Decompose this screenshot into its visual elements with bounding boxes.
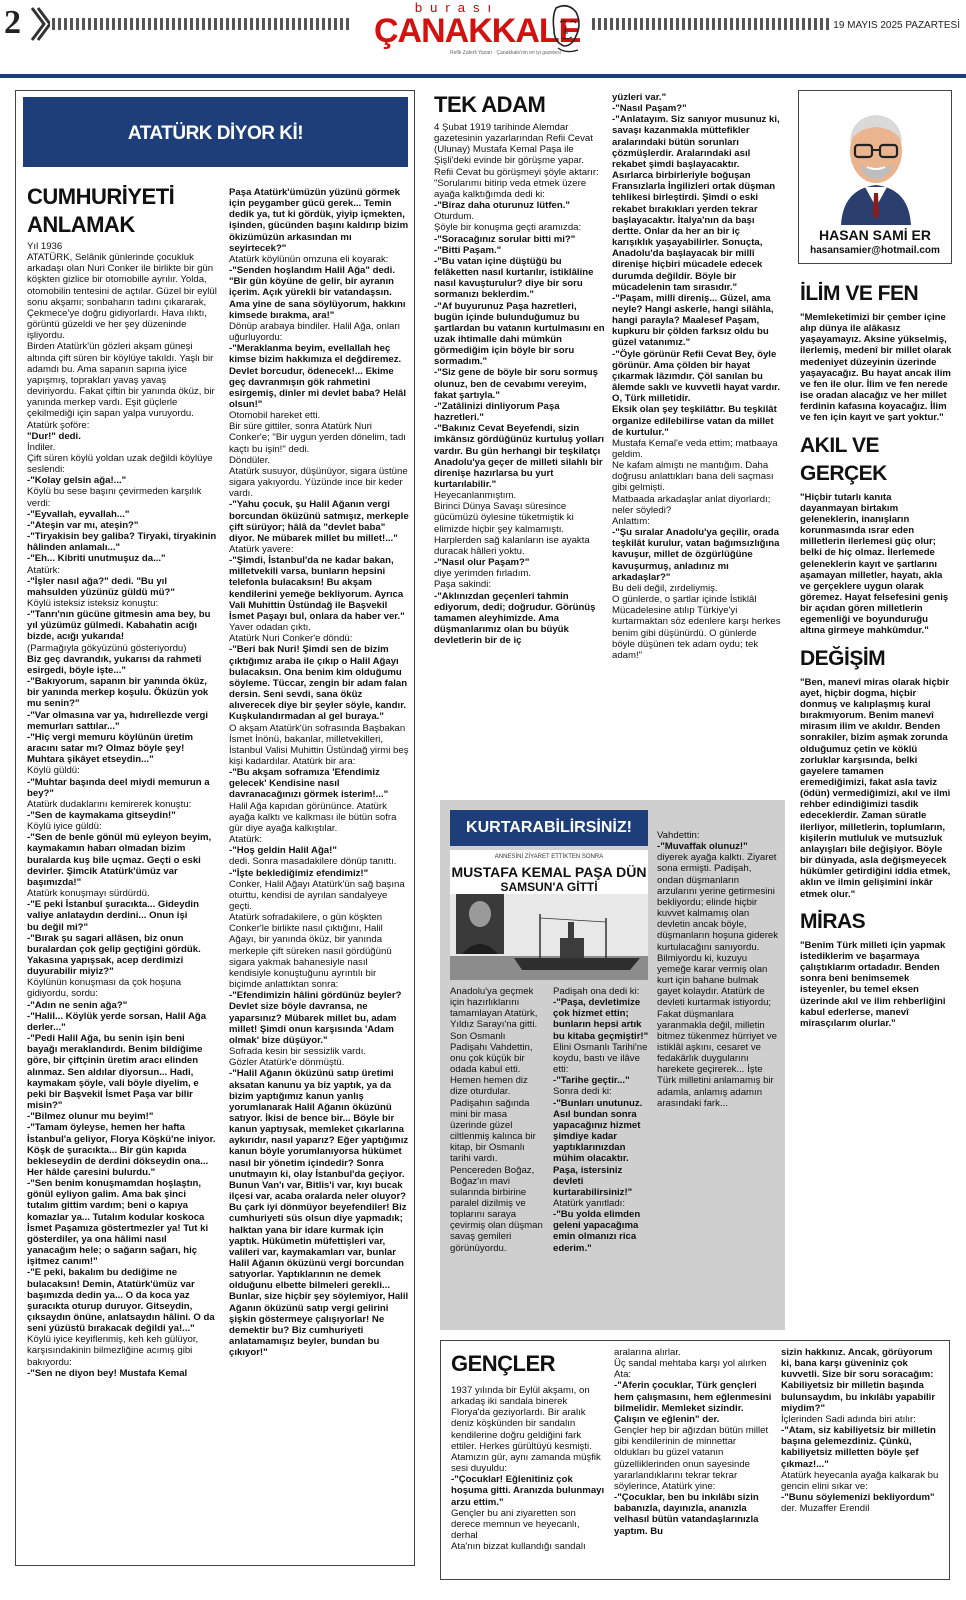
quote-heading: MİRAS — [800, 909, 866, 933]
paragraph: Şöyle bir konuşma geçti aramızda: — [434, 222, 582, 234]
logo-main-text: ÇANAKKALE — [374, 12, 581, 50]
paragraph: diyerek ayağa kalktı. Ziyaret sona ermişti. Padişah, ondan düşmanların arzularını yerine getirmesini bekliyordu; elinde hiçbir kuvvet kalmamış olan devletin ancak böyle, düşmanların hoşuna giderek kurtulacağını sanıyordu. Bilmiyordu ki, kuzuyu yemeğe karar vermiş olan kurt için bahane bulmak gayet kolaydır. Atatürk de devleti kurtarmak istiyordu; Fakat düşmanlara yaranmakla değil, milletin bitmez tükenmez hürriyet ve istiklâl aşkını, cesaret ve fedakârlık duygularını harekete geçirerek... İşte Türk milletini anlamamış bir adamla, anlamış adamın arasındaki fark... — [657, 852, 779, 1109]
paragraph: Atatürk yavere: — [229, 544, 294, 555]
section-banner — [23, 97, 408, 167]
chevron-right-icon — [30, 6, 50, 42]
paragraph: -"Çocuklar, ben bu inkılâbı sizin babanızla, dayınızla, ananızla velhasıl bütün vatandaşlarınızla yaptım. Bu — [614, 1492, 759, 1537]
clipping-caption-line: SAMSUN'A GİTTİ — [450, 880, 648, 894]
article-body-column — [434, 122, 606, 646]
paragraph: -"Sen de benle gönül mü eyleyon beyim, kaymakamın habarı olmadan bizim buralarda kuş bile uçmaz. Geçti o eski devirler. Şimcik Atatürk'ümüz var başımızda!" — [27, 832, 212, 888]
clipping-caption-line: MUSTAFA KEMAL PAŞA DÜN — [451, 864, 647, 880]
paragraph: Paşa sakindi: — [434, 579, 492, 591]
paragraph: -"Tiryakisin bey galiba? Tiryaki, tiryakinin hâlinden anlamalı..." — [27, 531, 217, 554]
quote-body: "Hiçbir tutarlı kanıta dayanmayan birtakım geleneklerin, inanışların korunmasında ısrar eden milletlerin ilerlemesi güç olur; belki de hiç olmaz. İlerlemede geleneklerin kayıt ve şartlarını aşamayan milletler, hayatı, akla ve gerçeklere uygun olarak göremez. Hayat felsefesini geniş bir açıdan gören milletlerin egemenliği ve boyunduruğu altına girmeye mahkûmdur." — [800, 491, 949, 637]
quote-body: "Memleketimizi bir çember içine alıp dünya ile alâkasız yaşayamayız. Aksine yükselmiş, ilerlemiş, medenî bir millet olarak medeniyet düzeyinin üzerinde yaşayacağız. Bu hayat ancak ilim ve fen ile olur. İlim ve fen nerede ise oradan alacağız ve her millet ferdinin kafasına koyacağız. İlim ve fen için kayıt ve şart yoktur." — [800, 312, 952, 424]
paragraph: -"Beri bak Nuri! Şimdi sen de bizim çıktığımız araba ile çıkıp o Halil Ağayı bulacaksın. Ona benim kim olduğumu söyleme. Tüccar, zengin bir adam falan dersin. Seni sevdi, sana öküz alıverecek diye bir şeyler söyle, kandır. Kuşkulandırmadan al gel buraya." — [229, 644, 408, 723]
quotes-column — [800, 280, 952, 1029]
paragraph: Bir süre gittiler, sonra Atatürk Nuri Conker'e; "Bir uygun yerden dönelim, tadı kaçtı bu işin!" dedi. — [229, 421, 406, 455]
section-banner-title: KURTARABİLİRSİNİZ! — [466, 819, 632, 836]
paragraph: -"Senden hoşlandım Halil Ağa" dedi. "Bir gün köyüne de gelir, bir ayranın içerim. Açık yürekli bir vatandaşsın. Ama yine de sana söylüyorum, hakkını kimsede bırakma, ara!" — [229, 265, 406, 321]
paragraph: -"Bilmez olunur mu beyim!" — [27, 1111, 154, 1123]
paragraph: -"Yahu çocuk, şu Halil Ağanın vergi borcundan öküzünü satmışız, merkeple çift sürüyor; hâlâ da "devlet baba" diyor. Ne mübarek millet bu millet!..." — [229, 499, 409, 544]
author-avatar — [821, 97, 931, 225]
paragraph: -"Nasıl olur Paşam?" — [434, 557, 530, 569]
paragraph: Atatürk sofradakilere, o gün köşkten Conker'le birlikte nasıl çıktığını, Halil Ağayı, bir yanında öküz, bir yanında merkeple çift süreken nasıl gördüğünü sigara yakmak bahanesiyle nasıl kendisiyle konuştuğunu ayrıntılı bir biçimde anlattıktan sonra: — [229, 912, 392, 991]
paragraph: -"Tanrı'nın gücüne gitmesin ama bey, bu yıl yüzümüz gülmedi. Kabahatin acığı bizde, acığı yukarıda! — [27, 609, 211, 643]
paragraph: -"İşler nasıl ağa?" dedi. "Bu yıl mahsulden yüzünüz güldü mü?" — [27, 575, 175, 598]
quote-heading: İLİM VE FEN — [800, 282, 919, 305]
paragraph: -"Tamam öyleyse, hemen her hafta İstanbul'a geliyor, Florya Köşkü'ne iniyor. Köşk de şuracıkta... Bir gün kapıda bekleseydin de derdini dökseydin ona... Her hâlde çaresini bulurdu." — [27, 1122, 216, 1178]
section-banner-title: ATATÜRK DİYOR Kİ! — [127, 123, 304, 144]
paragraph: Ağanın öküzünü satıp vergi gelirini şişkin göstermeye çalışıyorlar! Ne demektir bu? Biz cumhuriyeti anlatamamışız beyler, bundan bu çıkıyor!" — [229, 1302, 389, 1359]
paragraph: -"Meraklanma beyim, evellallah heç kimse bizim hakkımıza el değdiremez. Devlet borcudur, ödenecek!... Ekime geç davranmışın gök rahmetini esirgemiş, dinler mi devlet baba? Helâl olsun!" — [229, 343, 407, 410]
paragraph: -"Aklınızdan geçenleri tahmin ediyorum, dedi; doğrudur. Görünüş tamamen aleyhimizde. Ama düşmanlarımız olan bu büyük devletlerin bir de iç — [434, 590, 596, 647]
paragraph: (Parmağıyla gökyüzünü gösteriyordu) — [27, 642, 187, 654]
paragraph: Atatürk yanıtladı: — [553, 1197, 625, 1209]
paragraph: Köylü güldü: — [27, 765, 80, 777]
paragraph: Matbaada arkadaşlar anlat diyorlardı; neler söyledi? — [612, 493, 771, 516]
paragraph: -"E peki İstanbul şuracıkta... Gideydin valiye anlataydın derdini... Onun işi — [27, 899, 199, 922]
article-body-column — [553, 986, 651, 1254]
paragraph: Bu deli değil, zırdeliymiş. — [612, 582, 718, 594]
paragraph: -"Muvaffak olunuz!" — [657, 841, 748, 853]
paragraph: bu değil mi?" — [27, 921, 89, 933]
paragraph: Dönüp arabaya bindiler. Halil Ağa, onları uğurluyordu: — [229, 320, 401, 344]
paragraph: -"Bakıyorum, sapanın bir yanında öküz, bir yanında merkep koşulu. Öküzün yok mu senin?" — [27, 676, 209, 710]
paragraph: Yıl 1936 — [27, 241, 63, 252]
paragraph: Köylü iyice güldü: — [27, 821, 102, 833]
paragraph: Atatürk susuyor, düşünüyor, sigara üstüne sigara yakıyordu. Yüzünde ince bir keder vardı. — [229, 465, 408, 500]
paragraph: Anlattım: — [612, 515, 650, 527]
paragraph: -"Bu yolda elimden geleni yapacağıma emin olmanızı rica ederim." — [553, 1209, 641, 1254]
article-title — [27, 183, 174, 239]
paragraph: Köylü bu sese başını çevirmeden karşılık verdi: — [27, 486, 202, 509]
paragraph: -"Bu vatan içine düştüğü bu felâketten nasıl kurtarılır, istiklâline nasıl kavuşturulur? diye bir soru sormanızı beklerdim." — [434, 255, 594, 301]
header-stripes-right — [592, 18, 832, 30]
paragraph: -"Şu sıralar Anadolu'ya geçilir, orada teşkilât kurulur, vatan bağımsızlığına kavuşur, millet de özgürlüğüne kavuşurmuş, anladınız mı arkadaşlar?" — [612, 527, 780, 583]
paragraph: -"Adın ne senin ağa?" — [27, 999, 128, 1011]
page-header — [0, 0, 966, 78]
paragraph: -"Çocuklar! Eğlenitiniz çok hoşuma gitti. Aranızda bulunmayı arzu ettim." — [451, 1474, 605, 1508]
author-email: hasansamier@hotmail.com — [810, 245, 940, 256]
paragraph: -"Halil... Köylük yerde sorsan, Halil Ağa derler..." — [27, 1010, 207, 1033]
clipping-caption-small: ANNESİNİ ZİYARET ETTİKTEN SONRA — [494, 854, 604, 860]
clipping-photo — [450, 884, 648, 980]
paragraph: -"Eyvallah, eyvallah..." — [27, 508, 130, 520]
paragraph: Halil Ağa kapıdan görününce. Atatürk ayağa kalktı ve kalkması ile bütün sofra gür diye ayağa kalkıştılar. — [229, 800, 397, 834]
quote-body: "Ben, manevî miras olarak hiçbir ayet, hiçbir dogma, hiçbir donmuş ve kalıplaşmış kural bırakmıyorum. Benim manevî mirasım ilim ve akıldır. Benden sonrakiler, bizim aşmak zorunda olduğumuz çetin ve köklü zorluklar karşısında, belki gayelere tamamen eremediğimizi, fakat asla taviz (ödün) vermediğimizi, akıl ve ilmi rehber edindiğimizi tasdik edeceklerdir. Zaman süratle ilerliyor, milletlerin, toplumların, kişilerin mutluluk ve mutsuzluk anlayışları bile değişiyor. Böyle bir dünyada, asla değişmeyecek hükümler getirdiğini iddia etmek, aklın ve ilmin gelişimini inkâr etmek olur." — [800, 676, 951, 900]
paragraph: -"Bunu söylemenizi bekliyordum" — [781, 1492, 935, 1504]
paragraph: -"Bakınız Cevat Beyefendi, sizin imkânsız gördüğünüz kurtuluş yolları vardır. Bu gün herhangi bir teşkilatçı Anadolu'ya geçer de milleti silahlı bir direnişe hazırlarsa bu yurt kurtarılabilir." — [434, 423, 605, 490]
paragraph: aralarına alırlar. — [614, 1347, 681, 1358]
article-body-column — [612, 92, 782, 661]
paragraph: Refii Cevat bu görüşmeyi şöyle aktarır: — [434, 166, 599, 178]
paragraph: -"Soracağınız sorular bitti mi?" — [434, 233, 576, 245]
newspaper-logo — [370, 0, 590, 60]
paragraph: -"Anlatayım. Siz sanıyor musunuz ki, savaşı kazanmakla müttefikler aralarındaki bütün sorunları çözmüşlerdir. Aralarındaki asıl rekabet şimdi başlayacaktır. Asırlarca birbirleriyle boğuşan Fransızlarla İngilizleri ortak düşman tehlikesi birleştirdi. Şimdi o eski rekabet bırakıkları yerden tekrar başlayacaktır. İtalya'nın da başı dertte. Onlar da her an bir iç karışıklık yaşayabilirler. Sonuçta, Anadolu'da başlayacak bir millî direnişe hiçbiri mücadele edecek durumda değildir. Böyle bir mücadelenin tam sırasıdır." — [612, 114, 780, 293]
header-stripes-left — [52, 18, 352, 30]
logo-subtitle: Refik Zaferli Yazarı · Çanakkale'nin en iyi gazetesi — [450, 50, 561, 56]
paragraph: -"Var olmasına var ya, hıdırellezde vergi memurları sattılar..." — [27, 709, 209, 732]
paragraph: dedi. Sonra masadakilere dönüp tanıttı. — [229, 856, 397, 868]
article-body-column — [657, 830, 779, 1109]
page-number: 2 — [4, 4, 21, 41]
paragraph: Köylünün konuşması da çok hoşuna gidiyordu, sordu: — [27, 977, 182, 1000]
article-body-column — [781, 1347, 945, 1514]
paragraph: Padişah ona dedi ki: — [553, 986, 640, 997]
article-title-line: CUMHURİYETİ — [27, 184, 175, 209]
quote-heading: DEĞİŞİM — [800, 646, 886, 670]
paragraph: Atatürk: — [27, 564, 61, 576]
paragraph: yüzleri var." — [612, 92, 667, 103]
paragraph: İçlerinden Sadi adında biri atılır: — [781, 1413, 916, 1425]
paragraph: -"Biraz daha oturunuz lütfen." — [434, 200, 570, 212]
paragraph: Otomobil hareket etti. — [229, 410, 321, 422]
paragraph: -"Ateşin var mı, ateşin?" — [27, 519, 139, 531]
paragraph: Atatürk köylünün omzuna eli koyarak: — [229, 253, 389, 265]
paragraph: -"Sen benim konuşmamdan hoşlaştın, gönül eyliyon galim. Ama bak şinci tutalım gittim vardım; beni o kapıya komazlar ya... Tutalım kodular koskoca İsmet Paşamıza göstertmezler ya! Tut ki gösterdiler, ya ona hâlimi nasıl yanacağım hele; o sağarın sağarı, hiç işitmez canım!" — [27, 1178, 209, 1268]
paragraph: Oturdum. — [434, 211, 474, 223]
paragraph: Yaver odadan çıktı. — [229, 622, 311, 634]
paragraph: O günlerde, o şartlar içinde İstiklâl Mücadelesine atılıp Türkiye'yi kurtarmaktan söz edenlere karşı herkes benim gibi düşünürdü. O günlerde böyle düşünen tek adam oydu; tek adam!" — [612, 594, 781, 661]
paragraph: Birden Atatürk'ün gözleri akşam güneşi altında çift süren bir köylüye takıldı. Yaşlı bir adamdı bu. Ama sapanın sapına iyice yapışmış, toprakları yavaş yavaş deviriyordu. Fakat çiftin bir yanında öküz, bir yanında merkep vardı. Eşit güçlerle çekilmediği için sapan yalpa vuruyordu. Atatürk şoföre: — [27, 341, 215, 431]
article-body-column — [614, 1347, 774, 1537]
paragraph: 4 Şubat 1919 tarihinde Alemdar gazetesinin yazarlarından Refii Cevat — [434, 122, 593, 145]
paragraph: -"Zatâlinizi dinliyorum Paşa hazretleri." — [434, 400, 560, 424]
paragraph: Eksik olan şey teşkilâttır. Bu teşkilât organize edilebilirse vatan da millet de kurtulur." — [612, 404, 777, 438]
paragraph: -"Af buyurunuz Paşa hazretleri, bugün içinde bulunduğumuz bu şartlardan bu vatanın kurtulmasını en uzak ihtimalle dahi mümkün görmediğim için böyle bir soru sormadım." — [434, 300, 605, 368]
article-title: GENÇLER — [451, 1351, 556, 1376]
paragraph: Çift süren köylü yoldan uzak değildi köylüye seslendi: — [27, 452, 213, 476]
paragraph: -"Efendimizin hâlini gördünüz beyler? Devlet size böyle davransa, ne yaparsınız? Mübarek millet bu, adam millet! Şimdi onun karşısında 'Adam olmak' bize düşüyor." — [229, 990, 402, 1046]
paragraph: Ne kafam almıştı ne mantığım. Daha doğrusu anlattıkları bana deli saçması gibi gelmişti. — [612, 460, 774, 494]
paragraph: İndiler. — [27, 441, 56, 453]
author-box — [798, 90, 952, 264]
paragraph: Birinci Dünya Savaşı süresince gücümüzü öylesine tüketmiştik ki elimizde hiçbir şey kalmamıştı. Harplerden sağ kalanların ise ayakta duracak hâlleri yoktu. — [434, 501, 590, 557]
paragraph: Ata'nın bizzat kullandığı sandalı — [451, 1541, 586, 1553]
paragraph: -"Şimdi, İstanbul'da ne kadar bakan, milletvekili varsa, bunların hepsini telefonla bulacaksın! Bu akşam kendilerini yemeğe bekliyorum. Ayrıca Vali Muhittin Üstündağ ile Başvekil İsmet Paşayı bul, onlara da haber ver." — [229, 555, 405, 622]
paragraph: -"Nasıl Paşam?" — [612, 103, 687, 115]
article-body-column — [27, 241, 217, 1379]
paragraph: "Dur!" dedi. — [27, 430, 81, 442]
paragraph: -"Atam, siz kabiliyetsiz bir milletin başına gelemezdiniz. Çünkü, kabiliyetsiz milletten böyle şef çıkmaz!..." — [781, 1425, 936, 1470]
paragraph: Heyecanlanmıştım. — [434, 490, 517, 502]
paragraph: Atatürk heyecanla ayağa kalkarak bu gencin elini sıkar ve: — [781, 1469, 939, 1492]
paragraph: Biz geç davrandık, yukarısı da rahmeti esirgedi, böyle işte..." — [27, 653, 202, 676]
paragraph: Köylü iyice keyiflenmiş, keh keh gülüyor, karşısındakinin bilmezliğine acımış gibi bakıyordu: — [27, 1334, 199, 1368]
paragraph: -"Hoş geldin Halil Ağa!" — [229, 845, 337, 857]
paragraph: Vahdettin: — [657, 830, 700, 841]
paragraph: Atatürk konuşmayı sürdürdü. — [27, 888, 150, 900]
paragraph: Mustafa Kemal'e veda ettim; matbaaya geldim. — [612, 437, 778, 460]
paragraph: -"Bırak şu sagari allâsen, biz onun buralardan çok gelip geçtiğini gördük. — [27, 932, 201, 955]
paragraph: Sonra dedi ki: — [553, 1086, 612, 1098]
paragraph: diye yerimden fırladım. — [434, 568, 532, 580]
ataturk-portrait-icon — [546, 2, 586, 56]
paragraph: -"Bunları unutunuz. Asıl bundan sonra yapacağınız hizmet şimdiye kadar yaptıklarınızdan mühim olacaktır. Paşa, istersiniz devleti kurtarabilirsiniz!" — [553, 1097, 643, 1198]
paragraph: "Sorularımı bitirip veda etmek üzere ayağa kalktığımda dedi ki: — [434, 177, 587, 200]
paragraph: Sofrada kesin bir sessizlik vardı. — [229, 1046, 367, 1058]
clipping-caption-big — [450, 864, 648, 880]
header-divider — [0, 74, 966, 78]
article-cumhuriyeti-anlamak — [15, 90, 415, 1566]
paragraph: sizin hakkınız. Ancak, görüyorum ki, bana karşı güveniniz çok kuvvetli. Size bir soru soracağım: Kabiliyetsiz bir milletin başında bulunsaydım, bu inkılâbı yapabilir miydim?" — [781, 1347, 936, 1414]
paragraph: Döndüler. — [229, 454, 271, 466]
article-body-column — [450, 986, 544, 1254]
paragraph: Atatürk Nuri Conker'e döndü: — [229, 633, 353, 645]
paragraph: -"Aferin çocuklar, Türk gençleri hem çalışmasını, hem eğlenmesini bilmelidir. Memleket sizindir. Çalışın ve eğlenin" der. — [614, 1380, 772, 1425]
paragraph: -"Halil Ağanın öküzünü satıp üretimi aksatan kanunu ya biz yaptık, ya da bizim yaptığımız kanun yanlış yorumlanarak Halil Ağanın öküzünü satıyor. İkisi de bence bir... Böyle bir kanun yaptıysak, memleket çıkarlarına aykırıdır, nasıl yaparız? Eğer yaptığımız kanun böyle yorumlanıyorsa hükümet nasıl bir yönetim içindedir? Sonra unutmayın ki, olay İstanbul'da geçiyor. Bunun Van'ı var, Bitlis'i var, kıyı bucak ilçesi var, acaba oralarda neler oluyor? Bu çark iyi dönmüyor beyefendiler! Biz cumhuriyeti süs olsun diye yapmadık; halktan yana bir idare kurmak için yaptık. Hükümetin müfettişleri var, valileri var, kaymakamları var, bunlar Halil Ağanın öküzünü vergi borcundan satıyorlar. Yaptıklarının ne demek olduğunu elbette bilmeleri gerekli... Bunlar, size hiçbir şey söylemiyor, Halil — [229, 1068, 409, 1303]
paragraph: 1937 yılında bir Eylül akşamı, on arkadaş iki sandala binerek Florya'da geziyorlardı. Bir aralık deniz köşkünden bir sandalın kendilerine doğru geldiğini fark ettiler. Herkes gürültüyü kesmişti. Atamızın gür, aynı zamanda müşfik sesi duyuldu: — [451, 1385, 601, 1475]
paragraph: Gençler bu ani ziyaretten son derece memnun ve heyecanlı, derhal — [451, 1507, 580, 1542]
newspaper-clipping-image — [450, 850, 648, 980]
paragraph: -"Bu akşam soframıza 'Efendimiz gelecek' Kendisine nasıl davranacağınızı görmek isterim!..." — [229, 767, 389, 801]
paragraph: Gençler hep bir ağızdan bütün millet gibi kendilerinin de minnettar oldukları bu güzel vatanın güzelliklerinden onun sayesinde yararlandıklarını tekrar tekrar söylerince, Atatürk yine: — [614, 1425, 769, 1492]
paragraph: -"E peki, bakalım bu dediğime ne bulacaksın! Demin, Atatürk'ümüz var başımızda dedin ya... O da koca yaz şuracıkta oturup duruyor. Gitseydin, çıksaydın önüne, anlatsaydın hâlini. O da seni yüzüstü bırakacak değildi ya!..." — [27, 1267, 215, 1335]
quote-body: "Benim Türk milleti için yapmak istediklerim ve başarmaya çalıştıklarım ortadadır. Benden sonra beni benimsemek isteyenler, bu temel eksen üzerinde akıl ve ilim rehberliğini kabul ederlerse, manevî mirasçılarım olurlar." — [800, 939, 946, 1029]
paragraph: Conker, Halil Ağayı Atatürk'ün sağ başına oturttu, kendisi de ayrılan sandalyeye geçti. — [229, 878, 405, 912]
article-body-column — [229, 187, 409, 1358]
paragraph: Köylü isteksiz isteksiz konuştu: — [27, 598, 159, 609]
paragraph: -"Tarihe geçtir..." — [553, 1075, 630, 1087]
paragraph: Anadolu'ya geçmek için hazırlıklarını tamamlayan Atatürk, Yıldız Sarayı'na gitti. Son Osmanlı Padişahı Vahdettin, onu çok küçük bir odada kabul etti. Hemen hemen diz dize oturdular. Padişahın sağında mini bir masa üzerinde güzel ciltlenmiş kalınca bir kitap, bir Osmanlı tarihi vardı. Pencereden Boğaz, Boğaz'ın mavi sularında birbirine paralel dizilmiş ve toplarını saraya çevirmiş olan düşman savaş gemileri görünüyordu. — [450, 986, 543, 1254]
article-gencler — [440, 1340, 950, 1580]
paragraph: -"Bitti Paşam." — [434, 244, 502, 256]
paragraph: -"Eh... Kibriti unutmuşuz da..." — [27, 553, 166, 565]
paragraph: Paşa Atatürk'ümüzün yüzünü görmek için peygamber gücü gerek... Temin dedik ya, tut ki gördük, yiyip içmekten, işinden, gücünden başını kaldırıp bizim ökizümüzün arkasından mı seyirtecek?" — [229, 187, 409, 254]
paragraph: -"Sen ne diyon bey! Mustafa Kemal — [27, 1367, 188, 1379]
logo-small-text: burası — [414, 0, 500, 15]
quote-heading: AKIL VE GERÇEK — [800, 433, 887, 485]
paragraph: -"Hiç vergi memuru köylünün üretim aracını satar mı? Olmaz böyle şey! Muhtara şikâyet etseydin..." — [27, 731, 194, 766]
paragraph: Atatürk: — [229, 834, 263, 846]
article-kurtarabilirsiniz — [440, 800, 785, 1330]
paragraph: -"Paşa, devletimize çok hizmet ettin; bunların hepsi artık bu kitaba geçmiştir!" — [553, 997, 649, 1042]
paragraph: -"Muhtar başında deel miydi memurun a bey?" — [27, 776, 210, 799]
paragraph: Üç sandal mehtaba karşı yol alırken Ata: — [614, 1358, 767, 1381]
paragraph: O akşam Atatürk'ün sofrasında Başbakan İsmet İnönü, bakanlar, milletvekilleri, İstanbul Valisi Muhittin Üstündağ yirmi beş kişi kadardılar. Atatürk bir ara: — [229, 722, 409, 767]
paragraph: Yakasına yapışsak, acep derdimizi duyurabilir miyiz?" — [27, 955, 184, 978]
paragraph: Gözler Atatürk'e dönmüştü. — [229, 1057, 345, 1069]
paragraph: Elini Osmanlı Tarihi'ne koydu, bastı ve ilâve etti: — [553, 1041, 648, 1076]
section-banner — [450, 810, 648, 846]
paragraph: -"Sen de kaymakama gitseydin!" — [27, 809, 176, 821]
author-name: HASAN SAMİ ER — [818, 227, 931, 243]
paragraph: -"Paşam, millî direniş... Güzel, ama neyle? Hangi askerle, hangi silâhla, hangi parayla? Maalesef Paşam, kupkuru bir çölden farksız oldu bu güzel vatanımız." — [612, 292, 774, 349]
paragraph: der. Muzaffer Erendil — [781, 1503, 870, 1515]
paragraph: (Ulunay) Mustafa Kemal Paşa ile Şişli'deki evinde bir görüşme yapar. — [434, 144, 585, 167]
paragraph: -"Öyle görünür Refii Cevat Bey, öyle görünür. Ama çölden bir hayat çıkarmak lâzımdır. Çöl sanılan bu âlemde saklı ve kuvvetli hayat vardır. O, Türk milletidir. — [612, 348, 780, 405]
article-title-line: ANLAMAK — [27, 212, 135, 237]
article-body-column — [451, 1385, 607, 1552]
article-title-tek-adam: TEK ADAM — [434, 92, 546, 117]
paragraph: -"Siz gene de böyle bir soru sormuş olunuz, ben de cevabımı vereyim, fakat şartıyla." — [434, 367, 598, 401]
paragraph: ATATÜRK, Selânik günlerinde çocukluk arkadaşı olan Nuri Conker ile birlikte bir gün köşkten gizlice bir otomobille ayrılır. Yolda, otomobilin tentesini de açtılar. Güzel bir eylül sonu akşamı; sonbaharın tadını çıkararak, Çekmece'ye doğru gidiyorlardı. Hava ılıktı, görüntü güzeldi ve her şey düzeninde işliyordu. — [27, 252, 217, 342]
paragraph: -"Kolay gelsin ağa!..." — [27, 475, 127, 487]
paragraph: -"Pedi Halil Ağa, bu senin işin beni bayağı meraklandırdı. Benim bildiğime göre, bir çiftçinin üretim aracı elinden alınmaz. Sen aldılar diyorsun... Hadi, kaymakam şöyle, vali böyle diyelim, e peki bir Başvekil İsmet Paşa var bilir misin?" — [27, 1033, 203, 1112]
paragraph: -"İşte beklediğimiz efendimiz!" — [229, 867, 369, 879]
paragraph: Atatürk dudaklarını kemirerek konuştu: — [27, 798, 192, 810]
issue-date: 19 MAYIS 2025 PAZARTESİ — [833, 20, 960, 31]
